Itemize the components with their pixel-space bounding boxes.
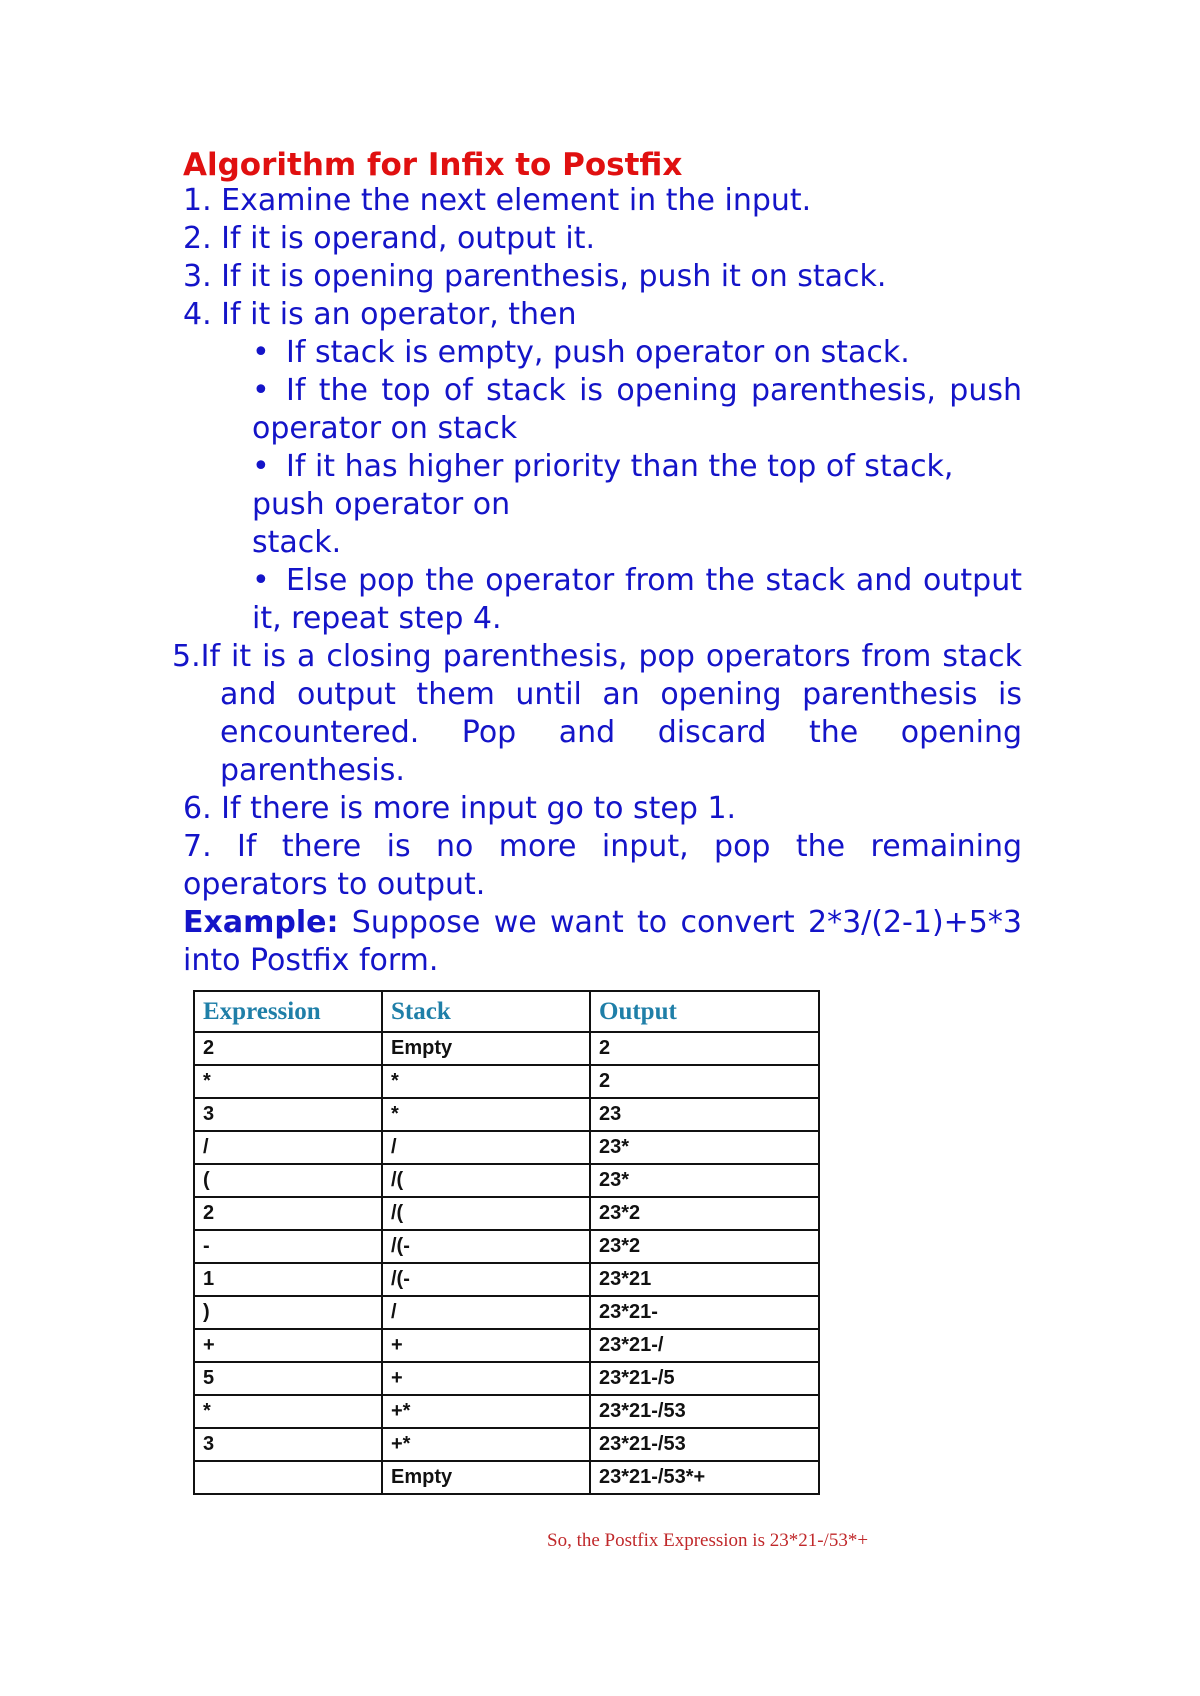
bullet-text-continued: push operator on (252, 487, 511, 522)
expression-cell: 1 (194, 1263, 382, 1296)
table-row (194, 1395, 819, 1428)
output-cell: 23*2 (590, 1197, 819, 1230)
output-cell: 23*21-/53*+ (590, 1461, 819, 1494)
output-cell: 23*21 (590, 1263, 819, 1296)
stack-cell: + (382, 1329, 590, 1362)
expression-cell: 3 (194, 1428, 382, 1461)
stack-cell: /(- (382, 1230, 590, 1263)
bullet-icon: • (252, 335, 270, 370)
example-paragraph (183, 904, 1022, 980)
bullet-icon: • (252, 563, 270, 598)
expression-cell: - (194, 1230, 382, 1263)
table-row (194, 1032, 819, 1065)
step-2: 2. If it is operand, output it. (183, 221, 596, 256)
table-row (194, 1230, 819, 1263)
bullet-item-open-paren (252, 372, 1022, 448)
expression-cell: 5 (194, 1362, 382, 1395)
bullet-item-else-pop (252, 562, 1022, 638)
stack-cell: /( (382, 1197, 590, 1230)
table-header-row (194, 991, 819, 1032)
output-cell: 2 (590, 1032, 819, 1065)
output-cell: 23* (590, 1131, 819, 1164)
table-row (194, 1131, 819, 1164)
example-text: Suppose we want to convert 2*3/(2-1)+5*3 into Postfix form. (183, 905, 1022, 978)
stack-cell: +* (382, 1428, 590, 1461)
bullet-item-higher-priority (252, 448, 953, 486)
table-row (194, 1197, 819, 1230)
bullet-text: Else pop the operator from the stack and output it, repeat step 4. (252, 563, 1022, 636)
example-label: Example: (183, 905, 339, 940)
stack-cell: * (382, 1065, 590, 1098)
stack-cell: /( (382, 1164, 590, 1197)
table-row (194, 1164, 819, 1197)
step-4: 4. If it is an operator, then (183, 297, 577, 332)
column-header-stack: Stack (382, 991, 590, 1032)
expression-cell: ( (194, 1164, 382, 1197)
table-row (194, 1296, 819, 1329)
bullet-item-empty-stack (252, 334, 910, 372)
stack-cell: +* (382, 1395, 590, 1428)
expression-cell: + (194, 1329, 382, 1362)
output-cell: 23*2 (590, 1230, 819, 1263)
step-1: 1. Examine the next element in the input. (183, 183, 812, 218)
expression-cell: 2 (194, 1197, 382, 1230)
step-3: 3. If it is opening parenthesis, push it on stack. (183, 259, 887, 294)
step-7: 7. If there is no more input, pop the remaining operators to output. (183, 829, 1022, 902)
table-row (194, 1329, 819, 1362)
output-cell: 23* (590, 1164, 819, 1197)
expression-cell: 3 (194, 1098, 382, 1131)
stack-cell: * (382, 1098, 590, 1131)
expression-cell: ) (194, 1296, 382, 1329)
table-row (194, 1098, 819, 1131)
bullet-text: If the top of stack is opening parenthesis, push operator on stack (252, 373, 1022, 446)
table-row (194, 1065, 819, 1098)
output-cell: 23*21- (590, 1296, 819, 1329)
bullet-text: If stack is empty, push operator on stack. (286, 335, 910, 370)
stack-cell: + (382, 1362, 590, 1395)
table-row (194, 1362, 819, 1395)
table-row (194, 1461, 819, 1494)
bullet-icon: • (252, 373, 270, 408)
step-6: 6. If there is more input go to step 1. (183, 791, 737, 826)
output-cell: 23*21-/53 (590, 1428, 819, 1461)
stack-cell: / (382, 1296, 590, 1329)
expression-cell: * (194, 1065, 382, 1098)
bullet-text-continued: stack. (252, 525, 342, 560)
stack-cell: / (382, 1131, 590, 1164)
bullet-icon: • (252, 449, 270, 484)
stack-cell: /(- (382, 1263, 590, 1296)
table-row (194, 1263, 819, 1296)
output-cell: 23*21-/53 (590, 1395, 819, 1428)
expression-cell: 2 (194, 1032, 382, 1065)
stack-cell: Empty (382, 1461, 590, 1494)
column-header-output: Output (590, 991, 819, 1032)
expression-cell: * (194, 1395, 382, 1428)
output-cell: 23*21-/5 (590, 1362, 819, 1395)
step-5: 5.If it is a closing parenthesis, pop operators from stack and output them until an opening parenthesis is encountered. Pop and discard the opening parenthesis. (172, 639, 1022, 788)
result-caption: So, the Postfix Expression is 23*21-/53*+ (547, 1530, 869, 1551)
expression-cell (194, 1461, 382, 1494)
stack-cell: Empty (382, 1032, 590, 1065)
conversion-table (193, 990, 820, 1495)
bullet-text: If it has higher priority than the top of stack, (286, 449, 954, 484)
table-row (194, 1428, 819, 1461)
expression-cell: / (194, 1131, 382, 1164)
output-cell: 2 (590, 1065, 819, 1098)
page-title: Algorithm for Infix to Postfix (183, 147, 683, 183)
column-header-expression: Expression (194, 991, 382, 1032)
output-cell: 23 (590, 1098, 819, 1131)
output-cell: 23*21-/ (590, 1329, 819, 1362)
